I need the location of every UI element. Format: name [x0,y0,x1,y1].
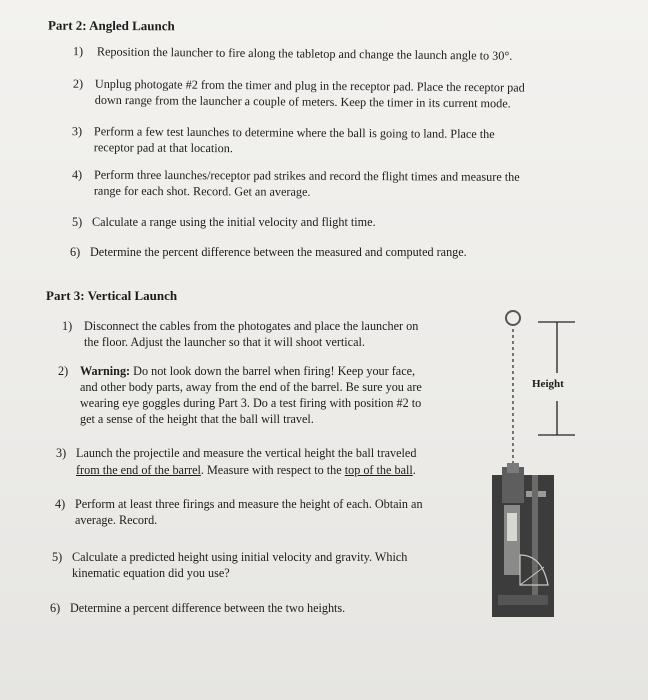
step-text-line-2: average. Record. [75,513,158,527]
step-number: 3) [56,446,67,460]
step-text-line-1: Calculate a predicted height using initial velocity and gravity. Which [72,550,408,564]
step-text-line-2: range for each shot. Record. Get an average. [93,183,311,199]
step-text-line-2: the floor. Adjust the launcher so that it will shoot vertical. [84,335,365,349]
height-label: Height [532,378,564,390]
step-text-mid: . Measure with respect to the [200,463,345,477]
step-text-line-2: kinematic equation did you use? [72,566,230,580]
step-text-end: . [412,463,416,477]
step-number: 1) [62,319,73,333]
part2-step-2 [72,76,623,111]
part2-step-4 [71,167,632,199]
step-number: 6) [70,245,81,259]
step-text: Calculate a range using the initial velocity and flight time. [92,215,376,229]
step-text-line-1: Perform three launches/receptor pad strikes and record the flight times and measure the [93,167,520,184]
part2-title: Part 2: Angled Launch [47,17,175,34]
step-text-line-1: Disconnect the cables from the photogates and place the launcher on [84,319,419,333]
step-text-line-2: and other body parts, away from the end of the barrel. Be sure you are [80,380,422,394]
part2-step-3 [71,123,622,156]
step-text-line-1: Perform at least three firings and measure the height of each. Obtain an [75,497,423,511]
vertical-launch-figure [490,305,600,625]
step-text-line-4: get a sense of the height that the ball will travel. [80,412,314,426]
step-number: 4) [71,167,83,182]
step-text-line-1: Launch the projectile and measure the vertical height the ball traveled [76,446,417,460]
step-number: 4) [55,497,66,511]
step-text-line-3: wearing eye goggles during Part 3. Do a test firing with position #2 to [80,396,422,410]
step-text: Determine a percent difference between the two heights. [70,601,346,615]
step-number: 5) [72,215,83,229]
warning-label: Warning: [80,364,131,378]
part3-title: Part 3: Vertical Launch [46,288,178,303]
launcher-icon [492,463,554,617]
underlined-ball-text: top of the ball [344,463,413,477]
step-text-line-2 [76,462,416,478]
step-text-line-1 [80,363,415,379]
step-number: 5) [52,550,63,564]
underlined-barrel-text: from the end of the barrel [76,463,201,477]
step-text-line-1: Perform a few test launches to determine where the ball is going to land. Place the [93,124,495,142]
ball-icon [506,311,520,325]
step-number: 3) [71,124,83,139]
step-text-line-1: Unplug photogate #2 from the timer and plug in the receptor pad. Place the receptor pad [94,76,525,95]
step-number: 1) [72,44,84,59]
step-number: 6) [50,601,61,615]
step-number: 2) [72,76,84,91]
step-text-line-2: receptor pad at that location. [93,140,233,156]
warning-text: Do not look down the barrel when firing! Keep your face, [130,364,416,378]
step-text-line-2: down range from the launcher a couple of meters. Keep the timer in its current mode. [94,92,511,111]
step-text: Reposition the launcher to fire along the tabletop and change the launch angle to 30°. [96,44,513,63]
step-text: Determine the percent difference between the measured and computed range. [90,245,467,259]
step-number: 2) [58,364,69,378]
part2-step-1 [72,43,613,63]
